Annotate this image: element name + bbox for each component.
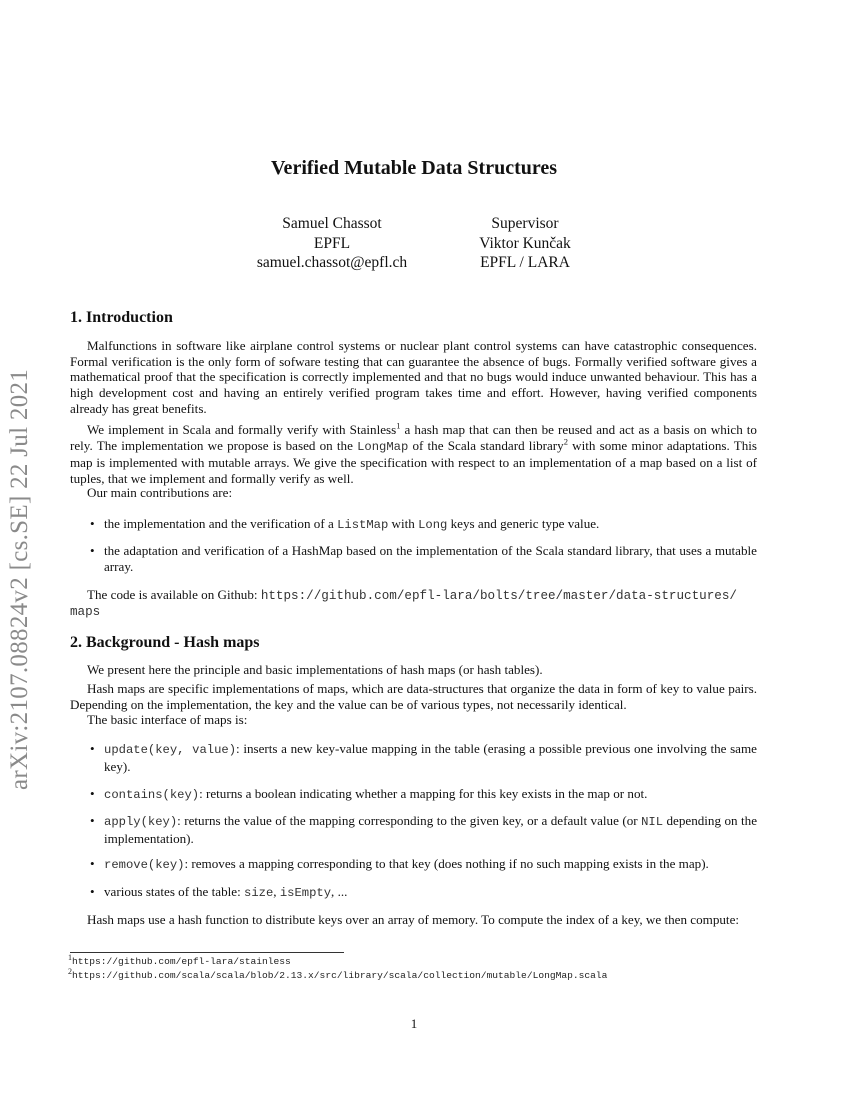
- intro-paragraph-1: Malfunctions in software like airplane control systems or nuclear plant control systems can have catastrophic consequences. Formal verification is the only form of sofware testing that can guarantee the absence of bugs. Formally verified software gives a mathematical proof that the specification is correctly implemented and that no bugs would induce unwanted behaviour. This has a high development cost and having an entirely verified program takes time and effort. However, having verified components already has great benefits.: [70, 338, 757, 416]
- supervisor-label: Supervisor: [491, 215, 559, 232]
- footnote-link[interactable]: https://github.com/epfl-lara/stainless: [72, 956, 291, 967]
- list-item: • contains(key): returns a boolean indicating whether a mapping for this key exists in the map or not.: [90, 786, 648, 802]
- section-heading-background: 2. Background - Hash maps: [70, 634, 260, 651]
- section-heading-introduction: 1. Introduction: [70, 309, 173, 326]
- bullet-icon: •: [90, 786, 95, 801]
- github-link-cont[interactable]: maps: [70, 605, 101, 619]
- arxiv-sidebar-id: arXiv:2107.08824v2 [cs.SE] 22 Jul 2021: [6, 368, 33, 790]
- code-longmap: LongMap: [357, 439, 409, 454]
- bullet-icon: •: [90, 813, 95, 828]
- background-paragraph-4: Hash maps use a hash function to distribute keys over an array of memory. To compute the index of a key, we then compute:: [87, 912, 740, 927]
- code-availability-cont: [70, 603, 757, 621]
- list-item: • various states of the table: size, isEmpty, ...: [90, 884, 348, 900]
- footnote-link[interactable]: https://github.com/scala/scala/blob/2.13.x/src/library/scala/collection/mutable/LongMap.scala: [72, 970, 608, 981]
- supervisor-affiliation: EPFL / LARA: [480, 254, 570, 271]
- list-item: • remove(key): removes a mapping corresponding to that key (does nothing if no such mapping exists in the map).: [90, 856, 709, 872]
- bullet-icon: •: [90, 884, 95, 899]
- background-paragraph-2: Hash maps are specific implementations of maps, which are data-structures that organize the data in form of key to value pairs. Depending on the implementation, the key and the value can be of various types, not necessarily identical.: [70, 681, 757, 712]
- bullet-icon: •: [90, 856, 95, 871]
- author-affiliation: EPFL: [313, 234, 351, 252]
- background-paragraph-3: The basic interface of maps is:: [87, 712, 248, 727]
- code-availability: The code is available on Github: https://github.com/epfl-lara/bolts/tree/master/data-structures/: [87, 587, 737, 603]
- author-name: Samuel Chassot: [282, 215, 382, 232]
- footnote-divider: [70, 952, 344, 953]
- footnote-1: $^1$https://github.com/epfl-lara/stainless: [68, 952, 291, 967]
- supervisor-name: Viktor Kunčak: [479, 234, 571, 252]
- intro-paragraph-3: Our main contributions are:: [87, 485, 233, 500]
- list-item: • the adaptation and verification of a HashMap based on the implementation of the Scala standard library, that uses a mutable array.: [90, 543, 757, 574]
- footnote-ref-2[interactable]: 2: [563, 436, 568, 447]
- bullet-icon: •: [90, 543, 95, 558]
- bullet-icon: •: [90, 516, 95, 531]
- author-email: samuel.chassot@epfl.ch: [256, 254, 408, 271]
- page-number: 1: [410, 1016, 418, 1031]
- list-item: • the implementation and the verification of a ListMap with Long keys and generic type value.: [90, 516, 600, 532]
- paper-title: Verified Mutable Data Structures: [270, 157, 558, 179]
- list-item: • apply(key): returns the value of the mapping corresponding to the given key, or a default value (or NIL depending on the implementation).: [90, 813, 758, 846]
- author-block-2: [425, 214, 625, 273]
- author-block-1: [232, 214, 432, 273]
- github-link[interactable]: https://github.com/epfl-lara/bolts/tree/master/data-structures/: [260, 589, 737, 603]
- intro-paragraph-2: We implement in Scala and formally verify with Stainless$^1$ a hash map that can then be reused and act as a basis on which to rely. The implementation we propose is based on the LongMap of the Scala standard library$^2$ with some minor adaptations. This map is implemented with mutable arrays. We give the specification with respect to an implementation of a map based on a list of tuples, that we implement and formally verify as well.: [70, 420, 757, 487]
- list-item: • update(key, value): inserts a new key-value mapping in the table (erasing a possible previous one involving the same key).: [90, 741, 757, 774]
- background-paragraph-1: We present here the principle and basic implementations of hash maps (or hash tables).: [87, 662, 543, 677]
- bullet-icon: •: [90, 741, 95, 756]
- footnote-2: $^2$https://github.com/scala/scala/blob/2.13.x/src/library/scala/collection/mutable/LongMap.scala: [68, 966, 608, 981]
- footnote-ref-1[interactable]: 1: [396, 420, 401, 431]
